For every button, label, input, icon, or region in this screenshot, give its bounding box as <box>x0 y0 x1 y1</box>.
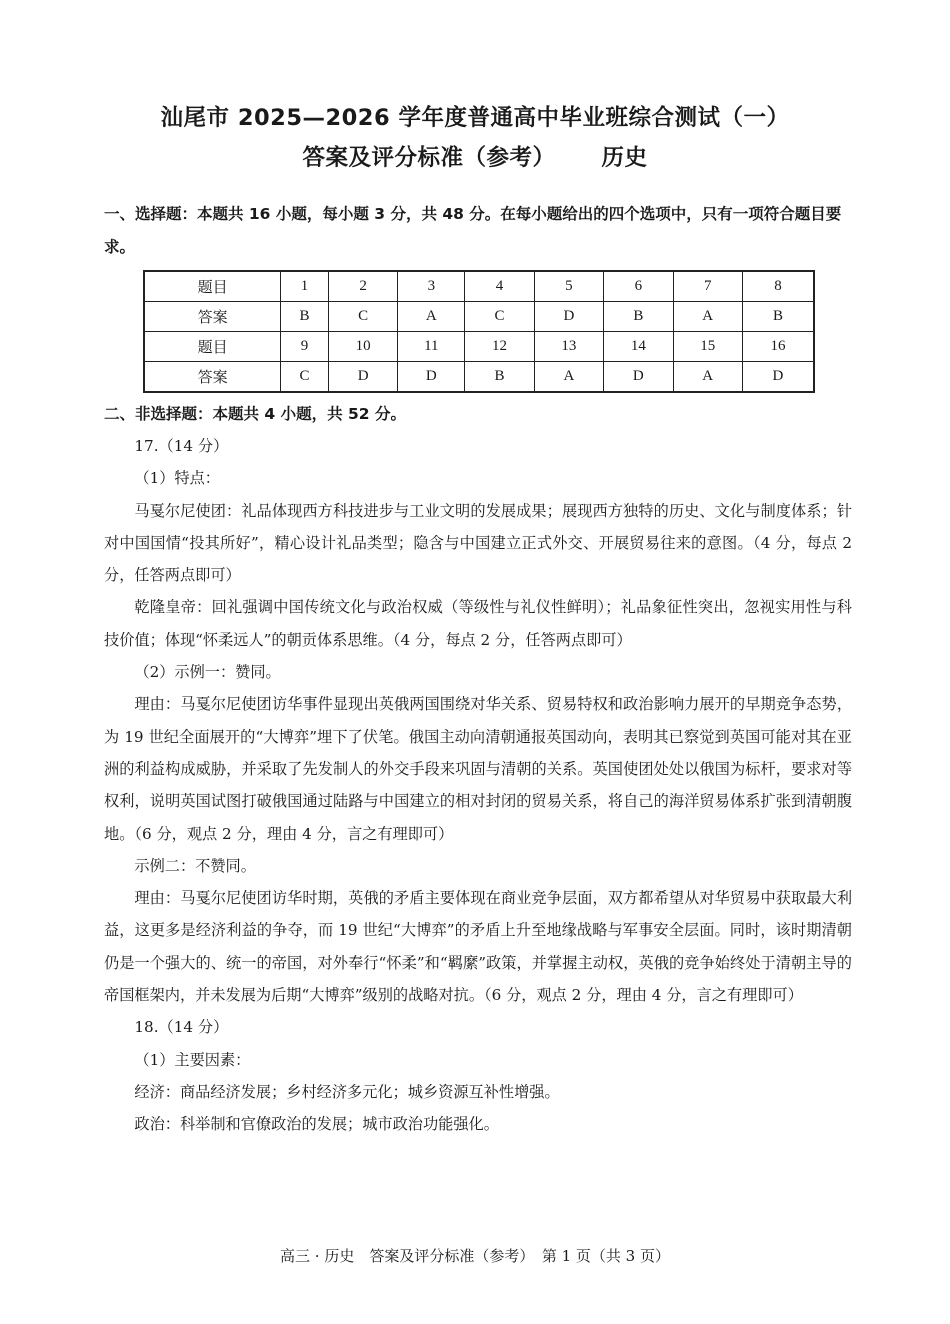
paragraph-example2: 示例二：不赞同。 <box>134 856 256 875</box>
row-label-answer: 答案 <box>144 362 281 393</box>
question-cell: 2 <box>328 271 397 302</box>
question-cell: 15 <box>673 332 742 362</box>
table-row-answers-1 <box>144 302 814 332</box>
answer-cell: A <box>673 362 742 393</box>
question-cell: 16 <box>742 332 814 362</box>
subtitle-answer-key: 答案及评分标准（参考） <box>302 145 556 171</box>
row-label-question: 题目 <box>144 271 281 302</box>
answer-cell: B <box>742 302 814 332</box>
question-cell: 13 <box>534 332 603 362</box>
answer-cell: D <box>328 362 397 393</box>
paragraph-qianlong: 乾隆皇帝：回礼强调中国传统文化与政治权威（等级性与礼仪性鲜明）；礼品象征性突出，忽视实用性与科技价值；体现“怀柔远人”的朝贡体系思维。（4 分，每点 2 分，任答两点即可） <box>104 598 852 649</box>
answer-table <box>143 270 815 393</box>
table-row-questions-2 <box>144 332 814 362</box>
paragraph-q17-header: 17.（14 分） <box>134 437 229 455</box>
paragraph-q18-header: 18.（14 分） <box>134 1018 229 1037</box>
paragraph-macartney: 马戛尔尼使团：礼品体现西方科技进步与工业文明的发展成果；展现西方独特的历史、文化与制度体系；针对中国国情“投其所好”，精心设计礼品类型；隐含与中国建立正式外交、开展贸易往来的意图。（4 分，每点 2 分，任答两点即可） <box>104 501 852 585</box>
answer-cell: C <box>328 302 397 332</box>
question-cell: 10 <box>328 332 397 362</box>
page-footer: 高三 · 历史 答案及评分标准（参考） 第 1 页（共 3 页） <box>280 1247 670 1265</box>
paragraph-q17-part2-example1: （2）示例一：赞同。 <box>134 663 281 682</box>
section2-heading: 二、非选择题：本题共 4 小题，共 52 分。 <box>104 405 406 423</box>
answer-cell: B <box>604 302 673 332</box>
question-cell: 1 <box>281 271 329 302</box>
paragraph-economy: 经济：商品经济发展；乡村经济多元化；城乡资源互补性增强。 <box>134 1082 560 1101</box>
question-cell: 9 <box>281 332 329 362</box>
table-row-answers-2 <box>144 362 814 393</box>
answer-cell: B <box>465 362 534 393</box>
answer-cell: D <box>742 362 814 393</box>
question-cell: 3 <box>398 271 465 302</box>
paragraph-q17-part1: （1）特点： <box>134 469 220 488</box>
answer-cell: A <box>398 302 465 332</box>
answer-cell: D <box>604 362 673 393</box>
row-label-question: 题目 <box>144 332 281 362</box>
paragraph-q18-part1: （1）主要因素： <box>134 1050 251 1069</box>
question-cell: 7 <box>673 271 742 302</box>
answer-cell: C <box>465 302 534 332</box>
question-cell: 12 <box>465 332 534 362</box>
question-cell: 4 <box>465 271 534 302</box>
question-cell: 14 <box>604 332 673 362</box>
question-cell: 11 <box>398 332 465 362</box>
row-label-answer: 答案 <box>144 302 281 332</box>
section1-heading: 一、选择题：本题共 16 小题，每小题 3 分，共 48 分。在每小题给出的四个选项中，只有一项符合题目要求。 <box>104 205 842 256</box>
paragraph-politics: 政治：科举制和官僚政治的发展；城市政治功能强化。 <box>134 1115 499 1134</box>
question-cell: 6 <box>604 271 673 302</box>
answer-cell: C <box>281 362 329 393</box>
page-title: 汕尾市 2025—2026 学年度普通高中毕业班综合测试（一） <box>160 105 790 131</box>
subtitle-subject: 历史 <box>601 145 648 171</box>
paragraph-reason2: 理由：马戛尔尼使团访华时期，英俄的矛盾主要体现在商业竞争层面，双方都希望从对华贸易中获取最大利益，这更多是经济利益的争夺，而 19 世纪“大博弈”的矛盾上升至地缘战略与军事安全层面。同时，该时期清朝仍是一个强大的、统一的帝国，对外奉行“怀柔”和“羁縻”政策，并掌握主动权，英俄的竞争始终处于清朝主导的帝国框架内，并未发展为后期“大博弈”级别的战略对抗。（6 分，观点 2 分，理由 4 分，言之有理即可） <box>104 889 852 1005</box>
paragraph-reason1: 理由：马戛尔尼使团访华事件显现出英俄两国围绕对华关系、贸易特权和政治影响力展开的早期竞争态势，为 19 世纪全面展开的“大博弈”埋下了伏笔。俄国主动向清朝通报英国动向，表明其已察觉到英国可能对其在亚洲的利益构成威胁，并采取了先发制人的外交手段来巩固与清朝的关系。英国使团处处以俄国为标杆，要求对等权利，说明英国试图打破俄国通过陆路与中国建立的相对封闭的贸易关系，将自己的海洋贸易体系扩张到清朝腹地。（6 分，观点 2 分，理由 4 分，言之有理即可） <box>104 695 852 843</box>
question-cell: 8 <box>742 271 814 302</box>
question-cell: 5 <box>534 271 603 302</box>
answer-cell: A <box>673 302 742 332</box>
answer-cell: B <box>281 302 329 332</box>
answer-cell: A <box>534 362 603 393</box>
answer-body <box>104 430 852 1141</box>
table-row-questions-1 <box>144 271 814 302</box>
page-subtitle <box>0 140 950 172</box>
answer-cell: D <box>534 302 603 332</box>
answer-cell: D <box>398 362 465 393</box>
